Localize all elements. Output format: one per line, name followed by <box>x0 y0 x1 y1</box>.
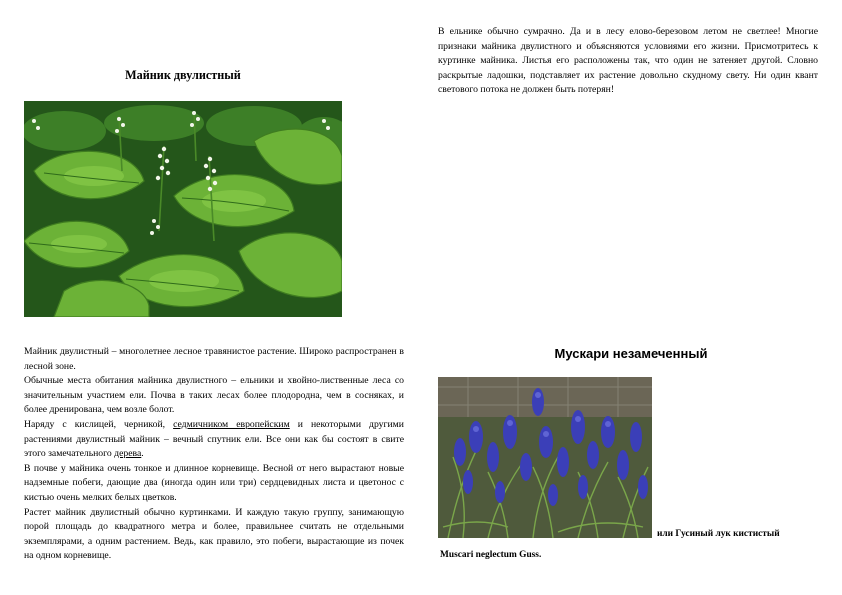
body-paragraph: Наряду с кислицей, черникой, седмичником европейским и некоторыми другими растениями двулистный майник – вечный спутник ели. Все они как бы состоят в свите этого замечательного дерева. <box>24 418 404 460</box>
link-sedmichnik[interactable]: седмичником европейским <box>173 418 290 430</box>
right-intro-text <box>438 25 818 98</box>
left-body-text <box>24 345 404 564</box>
caption-alt-name: или Гусиный лук кистистый <box>657 529 780 539</box>
muscari-photo <box>438 377 652 538</box>
caption-latin-name: Muscari neglectum Guss. <box>440 550 542 560</box>
body-paragraph: Обычные места обитания майника двулистного – ельники и хвойно-лиственные леса со значительным участием ели. Почва в таких лесах более плодородна, чем в сосняках, и более дренирована, чем возле болот. <box>24 375 404 416</box>
page-title-maianthemum: Майник двулистный <box>125 68 241 82</box>
body-paragraph: Майник двулистный – многолетнее лесное травянистое растение. Широко распространен в лесной зоне. <box>24 346 404 372</box>
intro-paragraph: В ельнике обычно сумрачно. Да и в лесу елово-березовом летом не светлее! Многие признаки майника двулистного и объясняются условиями его жизни. Присмотритесь к куртинке майника. Листья его расположены так, что один не затеняет другой. Словно раскрытые ладошки, подставляет их растение довольно скудному свету. Ни один квант светового потока не должен быть потерян! <box>438 26 818 96</box>
maianthemum-photo <box>24 101 342 317</box>
link-derevo[interactable]: дерева <box>114 448 142 460</box>
body-paragraph: В почве у майника очень тонкое и длинное корневище. Весной от него вырастают новые надземные побеги, дающие два (иногда один или три) сердцевидных листа и цветонос с кистью очень мелких белых цветков. <box>24 462 404 503</box>
page-title-muscari: Мускари незамеченный <box>554 346 708 361</box>
body-paragraph: Растет майник двулистный обычно куртинками. И каждую такую группу, занимающую порой площадь до квадратного метра и более, правильнее считать не отдельными экземплярами, а одним растением. Ведь, как правило, это побеги, вырастающие из почек на одном корневище. <box>24 506 404 562</box>
